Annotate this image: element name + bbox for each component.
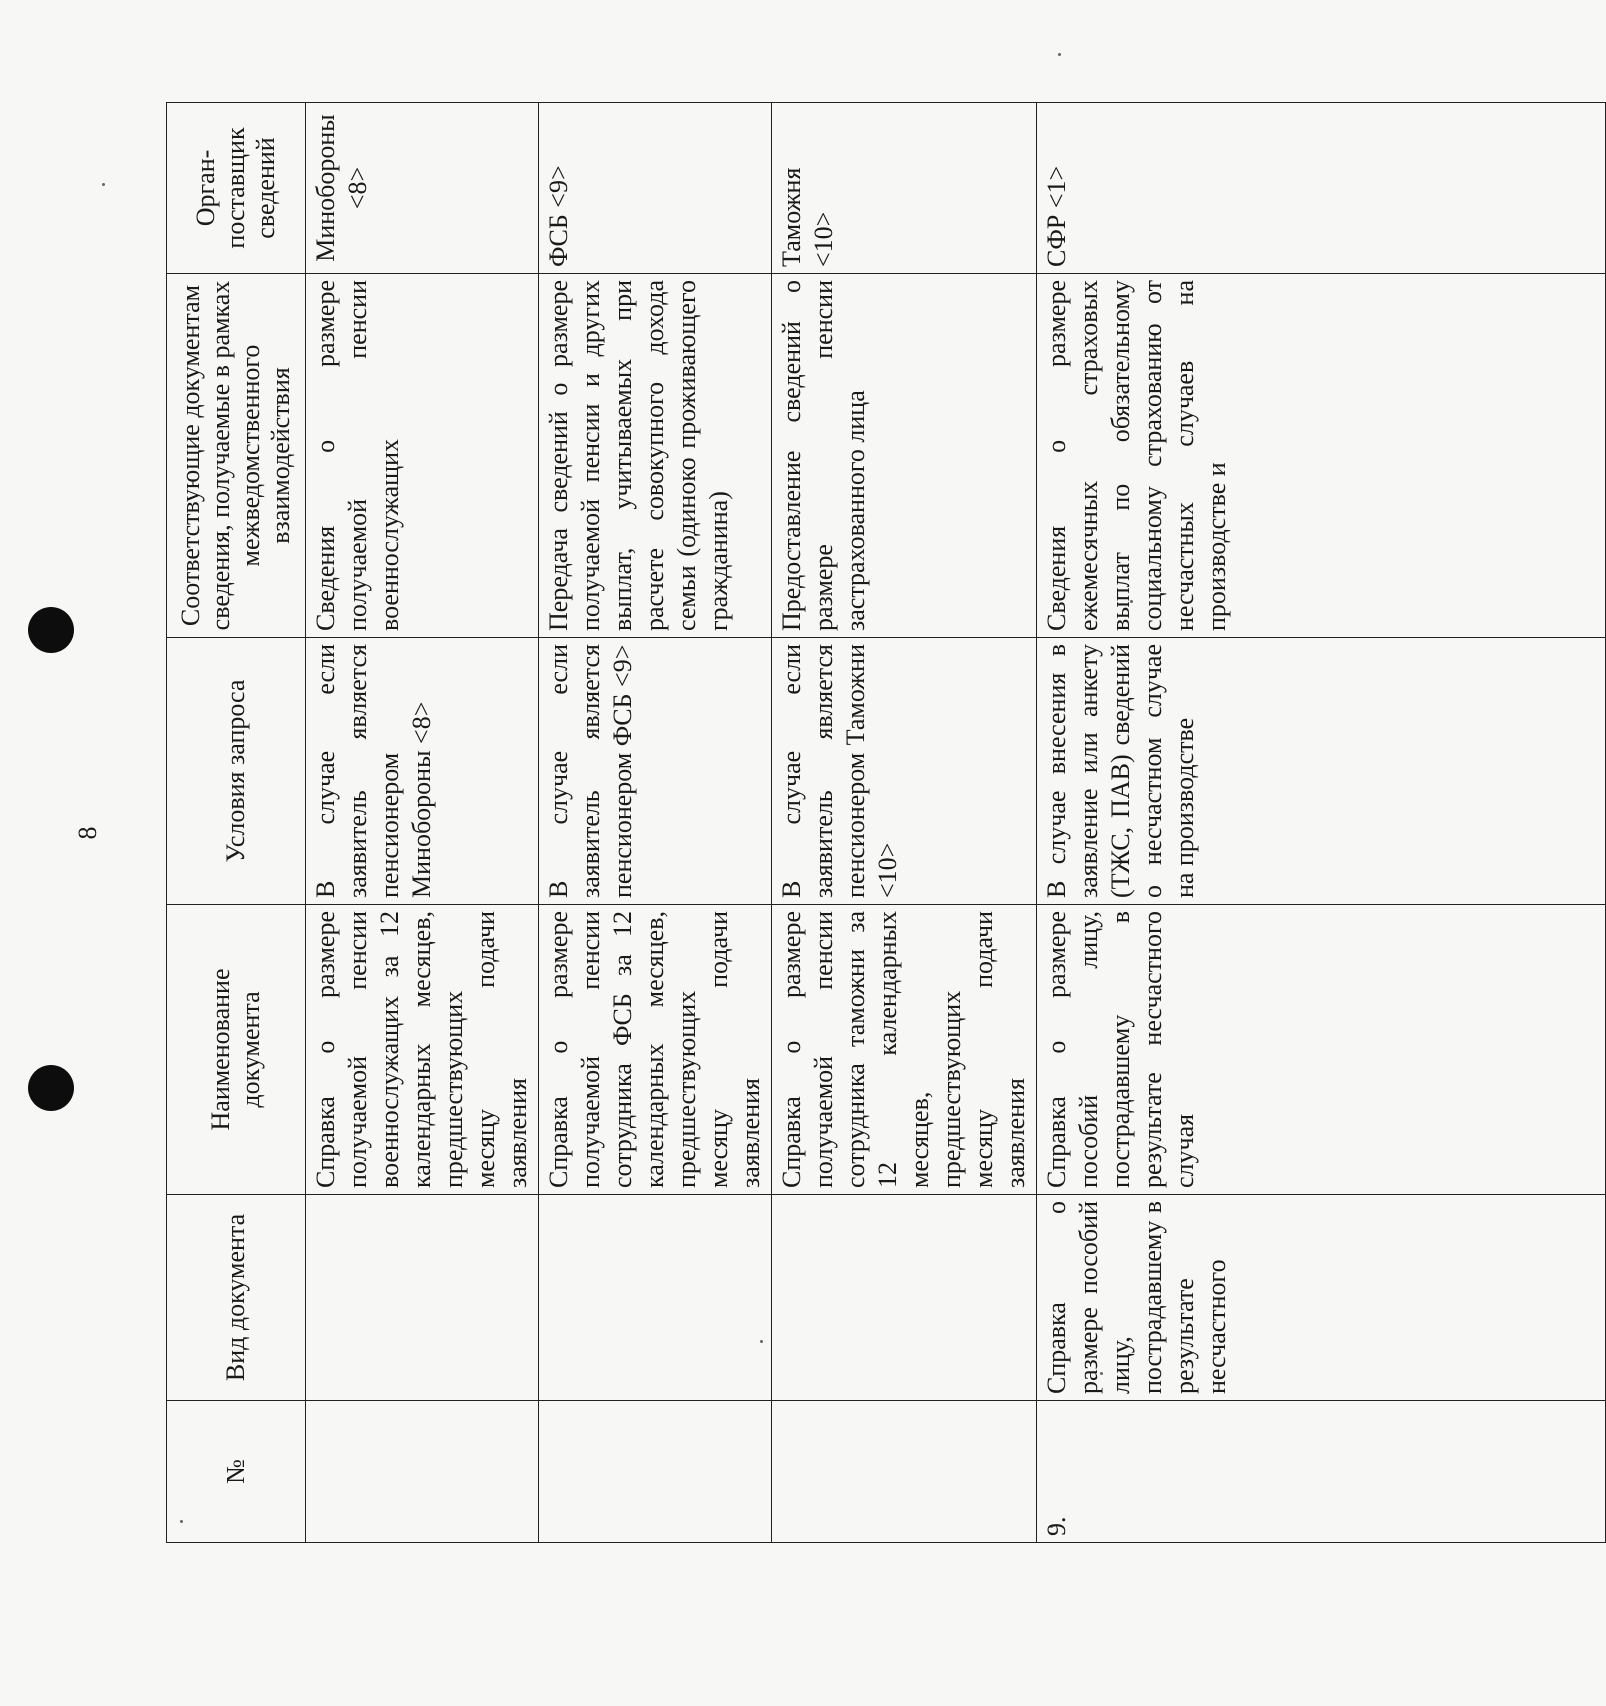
table-row [772,103,1037,1543]
cell-request-conditions: В случае внесения в заявление или анкету (ТЖС, ПАВ) сведений о несчастном случае на производстве [1037,638,1606,905]
header-number: № [167,1401,306,1543]
scan-speck [102,183,105,186]
cell-document-type [306,1195,539,1401]
cell-document-name: Справка о размере пособий лицу, пострадавшему в результате несчастного случая [1037,905,1606,1195]
page-number: 8 [73,826,102,840]
cell-document-name: Справка о размере получаемой пенсии сотрудника ФСБ за 12 календарных месяцев, предшествующих месяцу подачи заявления [539,905,772,1195]
cell-number [306,1401,539,1543]
table-header-row [167,103,306,1543]
header-interagency-info: Соответствующие документам сведения, получаемые в рамках межведомственного взаимодействия [167,274,306,638]
cell-document-type: Справка о размере пособий лицу, пострадавшему в результате несчастного [1037,1195,1606,1401]
header-provider: Орган-поставщик сведений [167,103,306,274]
document-table [166,102,1606,1543]
punch-hole [28,607,74,653]
header-document-type: Вид документа [167,1195,306,1401]
table-row [306,103,539,1543]
cell-number [772,1401,1037,1543]
cell-interagency-info: Предоставление сведений о размере пенсии застрахованного лица [772,274,1037,638]
cell-interagency-info: Сведения о размере получаемой пенсии военнослужащих [306,274,539,638]
scan-speck [1058,53,1061,56]
cell-request-conditions: В случае если заявитель является пенсионером ФСБ <9> [539,638,772,905]
cell-interagency-info: Передача сведений о размере получаемой пенсии и других выплат, учитываемых при расчете совокупного дохода семьи (одиноко проживающего гражданина) [539,274,772,638]
cell-number [539,1401,772,1543]
cell-provider: ФСБ <9> [539,103,772,274]
cell-provider: Таможня <10> [772,103,1037,274]
cell-document-name: Справка о размере получаемой пенсии военнослужащих за 12 календарных месяцев, предшествующих месяцу подачи заявления [306,905,539,1195]
header-request-conditions: Условия запроса [167,638,306,905]
table-row [1037,103,1606,1543]
cell-document-type [772,1195,1037,1401]
cell-request-conditions: В случае если заявитель является пенсионером Минобороны <8> [306,638,539,905]
cell-interagency-info: Сведения о размере ежемесячных страховых выплат по обязательному социальному страхованию от несчастных случаев на производстве и [1037,274,1606,638]
cell-provider: СФР <1> [1037,103,1606,274]
cell-document-name: Справка о размере получаемой пенсии сотрудника таможни за 12 календарных месяцев, предшествующих месяцу подачи заявления [772,905,1037,1195]
table-row [539,103,772,1543]
cell-request-conditions: В случае если заявитель является пенсионером Таможни <10> [772,638,1037,905]
punch-hole [28,1065,74,1111]
cell-number: 9. [1037,1401,1606,1543]
header-document-name: Наименование документа [167,905,306,1195]
rotated-document [166,103,1546,1543]
cell-provider: Минобороны <8> [306,103,539,274]
cell-document-type [539,1195,772,1401]
